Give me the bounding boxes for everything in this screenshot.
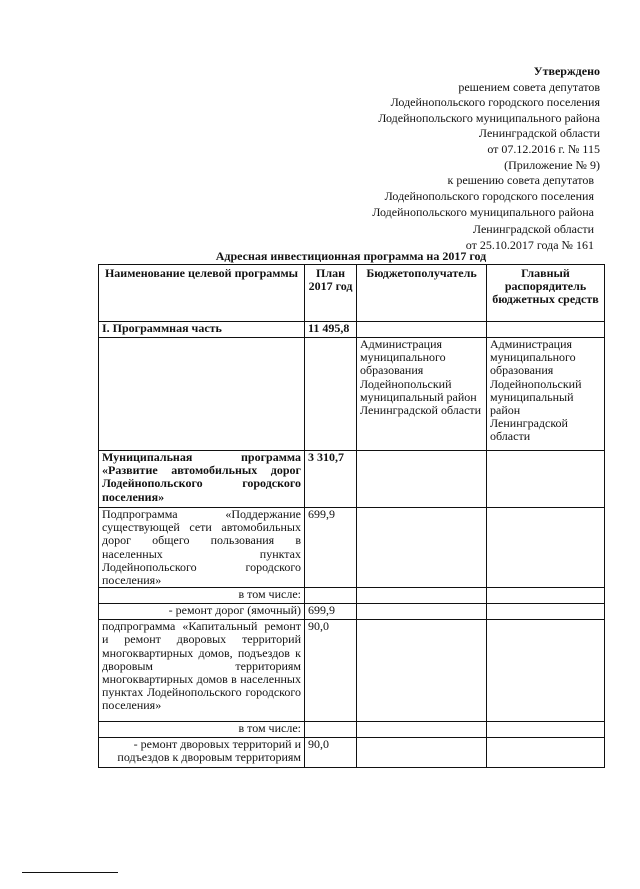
approved-label: Утверждено [533, 64, 600, 78]
table-row [99, 722, 605, 738]
cell-plan: 699,9 [305, 604, 357, 620]
cell-name: - ремонт дворовых территорий и подъездов к дворовым территориям [99, 738, 305, 768]
cell-name: в том числе: [99, 588, 305, 604]
header-line: от 07.12.2016 г. № 115 [487, 141, 600, 156]
header-line: решением совета депутатов [458, 79, 600, 94]
cell-plan: 11 495,8 [305, 322, 357, 338]
cell-recipient [357, 620, 487, 722]
cell-plan [305, 722, 357, 738]
appendix-line: от 25.10.2017 года № 161 [465, 237, 594, 252]
cell-recipient [357, 451, 487, 508]
cell-name: в том числе: [99, 722, 305, 738]
cell-manager [487, 451, 605, 508]
column-header-name: Наименование целевой программы [99, 265, 305, 322]
cell-plan [305, 338, 357, 451]
approval-header [180, 64, 600, 173]
table-header-row [99, 265, 605, 322]
appendix-line: Ленинградской области [472, 221, 594, 236]
cell-name: подпрограмма «Капитальный ремонт и ремонт дворовых территорий многоквартирных домов, подъездов к дворовым территориям многоквартирных домов в населенных пунктах Лодейнопольского городского поселения» [99, 620, 305, 722]
table-row [99, 738, 605, 768]
column-header-recipient: Бюджетополучатель [357, 265, 487, 322]
cell-manager [487, 738, 605, 768]
investment-program-table [98, 264, 605, 768]
cell-plan: 3 310,7 [305, 451, 357, 508]
cell-name: - ремонт дорог (ямочный) [99, 604, 305, 620]
table-row [99, 620, 605, 722]
cell-recipient: Администрация муниципального образования Лодейнопольский муниципальный район Ленинградской области [357, 338, 487, 451]
cell-manager [487, 322, 605, 338]
cell-recipient [357, 588, 487, 604]
cell-manager [487, 620, 605, 722]
header-line: Ленинградской области [478, 126, 600, 141]
table-row [99, 322, 605, 338]
cell-name: Подпрограмма «Поддержание существующей сети автомобильных дорог общего пользования в населенных пунктах Лодейнопольского городского поселения» [99, 508, 305, 588]
column-header-manager: Главный распорядитель бюджетных средств [487, 265, 605, 322]
cell-manager: Администрация муниципального образования Лодейнопольский муниципальный район Ленинградской области [487, 338, 605, 451]
cell-recipient [357, 322, 487, 338]
cell-recipient [357, 738, 487, 768]
cell-plan: 90,0 [305, 620, 357, 722]
table-row [99, 338, 605, 451]
appendix-line: Лодейнопольского муниципального района [372, 205, 594, 220]
table-row [99, 451, 605, 508]
appendix-line: Лодейнопольского городского поселения [384, 189, 594, 204]
decision-reference [194, 172, 594, 253]
cell-recipient [357, 722, 487, 738]
header-line: Лодейнопольского городского поселения [390, 95, 600, 110]
cell-name: Муниципальная программа «Развитие автомобильных дорог Лодейнопольского городского поселения» [99, 451, 305, 508]
cell-manager [487, 604, 605, 620]
header-line: (Приложение № 9) [504, 157, 600, 172]
cell-plan [305, 588, 357, 604]
table-row [99, 604, 605, 620]
cell-name: I. Программная часть [99, 322, 305, 338]
document-title: Адресная инвестиционная программа на 2017 год [215, 249, 487, 263]
cell-name [99, 338, 305, 451]
cell-manager [487, 508, 605, 588]
table-row [99, 588, 605, 604]
cell-recipient [357, 508, 487, 588]
appendix-line: к решению совета депутатов [447, 173, 594, 187]
cell-manager [487, 588, 605, 604]
footnote-divider [22, 872, 118, 873]
cell-plan: 90,0 [305, 738, 357, 768]
header-line: Лодейнопольского муниципального района [378, 110, 600, 125]
column-header-plan: План 2017 год [305, 265, 357, 322]
cell-recipient [357, 604, 487, 620]
cell-plan: 699,9 [305, 508, 357, 588]
table-row [99, 508, 605, 588]
cell-manager [487, 722, 605, 738]
